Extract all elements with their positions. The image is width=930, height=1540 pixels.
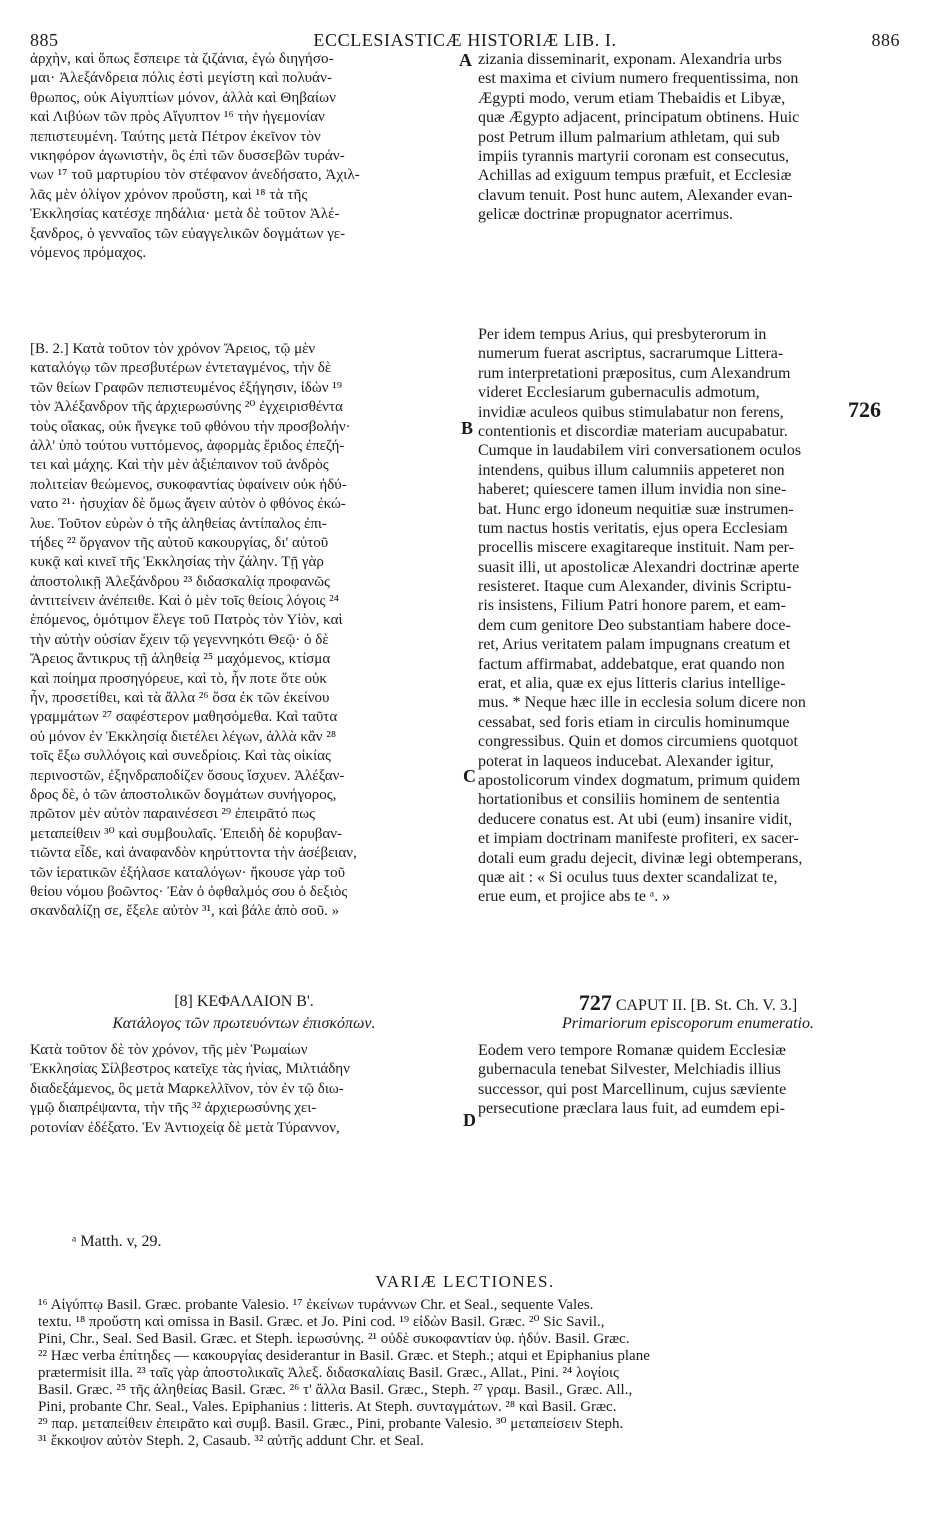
margin-letter-d: D: [463, 1110, 476, 1130]
latin-text-line: ris insistens, Filium Patri honore parem, et eam-: [478, 597, 786, 615]
latin-text-line: et impiam doctrinam manifeste profiteri, ex sacer-: [478, 830, 799, 848]
latin-text-line: contentionis et discordiæ materiam aucupabatur.: [478, 422, 788, 440]
latin-text-line: suasit illi, ut apostolicæ Alexandri doctrinæ aperte: [478, 558, 800, 576]
variant-note-line: Basil. Græc. ²⁵ τῆς ἀληθείας Basil. Græc. ²⁶ τ' ἄλλα Basil. Græc., Steph. ²⁷ γραμ. Basil., Græc. All.,: [38, 1382, 633, 1398]
page-number-right: 886: [871, 30, 900, 50]
running-title: ECCLESIASTICÆ HISTORIÆ LIB. I.: [313, 30, 617, 50]
latin-text-line: procellis miscere exagitareque instituit. Nam per-: [478, 539, 795, 557]
greek-text-line: περινοστῶν, ἐξηνδραποδίζεν ὅσους ἴσχυεν. Ἀλέξαν-: [30, 767, 345, 784]
latin-text-line: gubernacula tenebat Silvester, Melchiadis illius: [478, 1061, 781, 1079]
latin-text-line: mus. * Neque hæc ille in ecclesia solum dicere non: [478, 694, 806, 712]
latin-text-line: poterat in laqueos inducebat. Alexander igitur,: [478, 752, 774, 770]
greek-text-line: ροτονίαν ἐδέξατο. Ἐν Ἀντιοχείᾳ δὲ μετὰ Τύραννον,: [30, 1119, 340, 1136]
latin-text-line: hortationibus et consiliis hominem de sententia: [478, 791, 780, 809]
latin-chapter-title: Primariorum episcoporum enumeratio.: [562, 1015, 814, 1032]
variant-note-line: prætermisit illa. ²³ ταῖς γὰρ ἀποστολικαῖς Ἀλεξ. διδασκαλίαις Basil. Græc., Allat., Pini. ²⁴ λογίοις: [38, 1365, 619, 1381]
latin-column-section-3: [478, 1041, 898, 1119]
greek-text-line: καὶ ποίημα προσηγόρευε, καὶ τὸ, ἦν ποτε ὅτε οὐκ: [30, 670, 327, 687]
latin-text-line: est maxima et civium numero frequentissima, non: [478, 70, 799, 88]
greek-text-line: οὐ μόνον ἐν Ἐκκλησίᾳ διετέλει λέγων, ἀλλὰ κἂν ²⁸: [30, 728, 337, 745]
latin-text-line: videret Ecclesiarum gubernaculis admotum,: [478, 384, 760, 402]
latin-text-line: post Petrum illum palmarium athletam, qui sub: [478, 128, 780, 146]
variae-lectiones-notes: [38, 1297, 900, 1450]
greek-text-line: καταλόγῳ τῶν πρεσβυτέρων ἐντεταγμένος, τὴν δὲ: [30, 360, 332, 377]
greek-text-line: πολιτείαν θεώμενος, συκοφαντίας ὑφαίνειν οὐκ ἠδύ-: [30, 476, 347, 493]
greek-text-line: δρος δὲ, ὁ τῶν ἀποστολικῶν δογμάτων συνήγορος,: [30, 786, 337, 803]
latin-text-line: Per idem tempus Arius, qui presbyterorum in: [478, 326, 767, 343]
latin-text-line: rum interpretationi præpositus, cum Alexandrum: [478, 364, 791, 382]
greek-text-line: Ἄρειος ἄντικρυς τῇ ἀληθείᾳ ²⁵ μαχόμενος, κτίσμα: [30, 651, 331, 668]
greek-text-line: τὴν αὐτὴν οὐσίαν ἔχειν τῷ γεγεννηκότι Θεῷ· ὁ δὲ: [30, 631, 329, 648]
latin-text-line: quæ Ægypto adjacent, principatum obtinens. Huic: [478, 109, 800, 127]
greek-text-line: σκανδαλίζῃ σε, ἔξελε αὐτὸν ³¹, καὶ βάλε ἀπὸ σοῦ. »: [30, 903, 340, 920]
latin-text-line: dem cum genitore Deo substantiam habere doce-: [478, 616, 791, 634]
greek-text-line: ἀντιτείνειν ἀνέπειθε. Καὶ ὁ μὲν τοῖς θείοις λόγοις ²⁴: [30, 593, 339, 610]
latin-text-line: successor, qui post Marcellinum, cujus sæviente: [478, 1080, 787, 1098]
latin-text-line: invidiæ aculeos quibus stimulabatur non ferens,: [478, 403, 784, 421]
margin-letter-a: A: [459, 50, 472, 70]
greek-text-line: ἑπόμενος, ὁμότιμον ἔλεγε τοῦ Πατρὸς τὸν Υἱὸν, καὶ: [30, 612, 343, 629]
greek-text-line: νων ¹⁷ τοῦ μαρτυρίου τὸν στέφανον ἀνεδήσατο, Ἀχιλ-: [30, 167, 360, 184]
greek-text-line: νικηφόρον ἀγωνιστὴν, ὃς ἐπὶ τῶν δυσσεβῶν τυράν-: [30, 147, 345, 164]
latin-text-line: numerum fuerat ascriptus, sacrarumque Littera-: [478, 345, 784, 363]
latin-text-line: persecutione præclara laus fuit, ad eumdem epi-: [478, 1100, 785, 1118]
greek-text-line: Κατὰ τοῦτον δὲ τὸν χρόνον, τῆς μὲν Ῥωμαίων: [30, 1042, 308, 1058]
greek-text-line: μαι· Ἀλεξάνδρεια πόλις ἐστὶ μεγίστη καὶ πολυάν-: [30, 70, 333, 87]
greek-text-line: τήδες ²² ὄργανον τῆς αὐτοῦ κακουργίας, δι' αὐτοῦ: [30, 534, 329, 551]
greek-text-line: γραμμάτων ²⁷ σαφέστερον μαθησόμεθα. Καὶ ταῦτα: [30, 709, 338, 726]
greek-text-line: κυκᾷ καὶ κινεῖ τῆς Ἐκκλησίας τὴν ζάλην. Τῇ γὰρ: [30, 554, 324, 571]
latin-text-line: erue eum, et projice abs te ᵃ. »: [478, 888, 671, 906]
greek-text-line: μεταπείθειν ³⁰ καὶ συμβουλαῖς. Ἐπειδὴ δὲ κορυβαν-: [30, 825, 343, 842]
greek-text-line: ἦν, προσετίθει, καὶ τὰ ἄλλα ²⁶ ὅσα ἐκ τῶν ἐκείνου: [30, 690, 330, 707]
greek-text-line: ξανδρος, ὁ γενναῖος τῶν εὐαγγελικῶν δογμάτων γε-: [30, 225, 346, 242]
greek-text-line: γμῷ διαπρέψαντα, τὴν τῆς ³² ἀρχιερωσύνης χει-: [30, 1100, 317, 1117]
margin-letter-b: B: [461, 418, 474, 438]
greek-column-section-1: [30, 50, 458, 263]
variae-lectiones-heading: VARIÆ LECTIONES.: [375, 1272, 555, 1291]
greek-text-line: τοὺς οἴακας, οὐκ ἤνεγκε τοῦ φθόνου τὴν προσβολήν·: [30, 418, 351, 435]
variant-note-line: Pini, probante Chr. Seal., Vales. Epiphanius : litteris. At Steph. συνταγμάτων. ²⁸ καὶ Basil. Græc.: [38, 1399, 617, 1415]
greek-chapter-title: Κατάλογος τῶν πρωτευόντων ἐπισκόπων.: [112, 1015, 376, 1032]
latin-text-line: Cumque in laudabilem viri conversationem oculos: [478, 442, 802, 460]
greek-text-line: λᾶς μὲν ὀλίγον χρόνον προὔστη, καὶ ¹⁸ τὰ τῆς: [30, 186, 308, 203]
greek-text-line: ἀποστολικῇ Ἀλεξάνδρου ²³ διδασκαλίᾳ προφανῶς: [30, 573, 330, 590]
latin-text-line: deducere conatus est. At ubi (eum) insanire vidit,: [478, 810, 793, 828]
latin-text-line: zizania disseminarit, exponam. Alexandria urbs: [478, 51, 782, 68]
variant-note-line: ²⁹ παρ. μεταπείθειν ἐπειρᾶτο καὶ συμβ. Basil. Græc., Pini, probante Valesio. ³⁰ μεταπείσειν Steph.: [38, 1416, 624, 1432]
latin-column-section-2: [478, 325, 898, 907]
greek-text-line: πρῶτον μὲν αὐτὸν παραινέσεσι ²⁹ ἐπειρᾶτό πως: [30, 806, 316, 823]
latin-text-line: resisteret. Itaque cum Alexander, divinis Scriptu-: [478, 578, 792, 596]
greek-column-section-3: [30, 1041, 458, 1138]
footnote: ᵃ Matth. v, 29.: [72, 1233, 162, 1250]
latin-text-line: congressibus. Quin et domos circumiens quotquot: [478, 733, 798, 751]
greek-text-line: καὶ Λιβύων τῶν πρὸς Αἴγυπτον ¹⁶ τὴν ἡγεμονίαν: [30, 109, 325, 126]
greek-text-line: Ἐκκλησίας Σίλβεστρος κατεῖχε τὰς ἡνίας, Μιλτιάδην: [30, 1061, 350, 1078]
variant-note-line: ³¹ ἔκκοψον αὐτὸν Steph. 2, Casaub. ³² αὐτῆς addunt Chr. et Seal.: [38, 1433, 424, 1449]
greek-text-line: τιῶντα εἶδε, καὶ ἀναφανδὸν κηρύττοντα τὴν ἀσέβειαν,: [30, 845, 357, 862]
latin-column-section-1: [478, 50, 898, 225]
greek-text-line: Ἐκκλησίας κατέσχε πηδάλια· μετὰ δὲ τοῦτον Ἀλέ-: [30, 206, 340, 223]
latin-text-line: factum affirmabat, addebatque, erat quando non: [478, 655, 785, 673]
variant-note-line: Pini, Chr., Seal. Sed Basil. Græc. et Steph. ἱερωσύνης. ²¹ οὐδὲ συκοφαντίαν ὑφ. ἠδύν. Basil. Græc.: [38, 1331, 630, 1347]
greek-text-line: ἀρχὴν, καὶ ὅπως ἔσπειρε τὰ ζιζάνια, ἐγὼ διηγήσο-: [30, 51, 334, 67]
greek-text-line: τῶν θείων Γραφῶν πεπιστευμένος ἐξήγησιν, ἰδὼν ¹⁹: [30, 379, 343, 396]
page-number-left: 885: [30, 30, 59, 50]
greek-text-line: θείου νόμου βοῶντος· Ἐὰν ὁ ὀφθαλμός σου ὁ δεξιὸς: [30, 883, 348, 900]
variant-note-line: ²² Hæc verba ἐπίτηδες — κακουργίας desiderantur in Basil. Græc. et Steph.; atqui et Epiphanius plane: [38, 1348, 650, 1364]
latin-text-line: erat, et alia, quæ ex ejus litteris clarius intellige-: [478, 675, 786, 693]
greek-chapter-number: [8] ΚΕΦΑΛΑΙΟΝ Β'.: [174, 993, 314, 1010]
greek-text-line: ἀλλ' ὑπὸ τούτου νυττόμενος, ἀφορμὰς ἔριδος ἐπεζή-: [30, 437, 345, 454]
latin-text-line: ret, Arius veritatem palam impugnans creatum et: [478, 636, 791, 654]
latin-text-line: impiis tyrannis martyrii coronam est consecutus,: [478, 147, 790, 165]
latin-text-line: cessabat, sed foris etiam in circulis hominumque: [478, 713, 790, 731]
greek-text-line: [B. 2.] Κατὰ τοῦτον τὸν χρόνον Ἄρειος, τῷ μὲν: [30, 341, 316, 357]
variant-note-line: ¹⁶ Αἰγύπτῳ Basil. Græc. probante Valesio. ¹⁷ ἐκείνων τυράννων Chr. et Seal., sequente Vales.: [38, 1297, 594, 1313]
variant-note-line: textu. ¹⁸ προὔστη καὶ omissa in Basil. Græc. et Jo. Pini cod. ¹⁹ εἰδὼν Basil. Græc. ²⁰ Sic Savil.,: [38, 1314, 605, 1330]
latin-chapter-number: CAPUT II. [B. St. Ch. V. 3.]: [615, 997, 798, 1014]
latin-text-line: intendens, quibus illum calumniis appeteret non: [478, 461, 785, 479]
latin-text-line: Ægypti modo, verum etiam Thebaidis et Libyæ,: [478, 89, 786, 107]
greek-text-line: πεπιστευμένη. Ταύτης μετὰ Πέτρον ἐκεῖνον τὸν: [30, 128, 321, 145]
column-number-726: 726: [848, 397, 881, 422]
column-number-727: 727: [578, 990, 612, 1015]
latin-text-line: Eodem vero tempore Romanæ quidem Ecclesiæ: [478, 1042, 786, 1059]
latin-text-line: gelicæ doctrinæ propugnator acerrimus.: [478, 206, 734, 224]
greek-text-line: τει καὶ μάχης. Καὶ τὴν μὲν ἀξιέπαινον τοῦ ἀνδρὸς: [30, 457, 329, 474]
margin-letter-c: C: [463, 766, 476, 786]
latin-text-line: tum nactus hostis veritatis, ejus opera Ecclesiam: [478, 519, 788, 537]
greek-text-line: τῶν ἱερατικῶν ἐξήλασε καταλόγων· ἤκουσε γὰρ τοῦ: [30, 864, 346, 881]
latin-text-line: apostolicorum vindex dogmatum, primum quidem: [478, 771, 801, 789]
greek-text-line: νατο ²¹· ἡσυχίαν δὲ ὅμως ἄγειν αὐτὸν ὁ φθόνος ἐκώ-: [30, 496, 346, 513]
latin-text-line: haberet; quiescere tamen illum invidia non sine-: [478, 481, 787, 499]
latin-text-line: quæ ait : « Si oculus tuus dexter scandalizat te,: [478, 868, 778, 886]
latin-text-line: Achillas ad exiguum tempus præfuit, et Ecclesiæ: [478, 167, 792, 185]
latin-text-line: dotali eum gradu dejecit, divinæ legi obtemperans,: [478, 849, 803, 867]
greek-text-line: τὸν Ἀλέξανδρον τῆς ἀρχιερωσύνης ²⁰ ἐγχειρισθέντα: [30, 399, 343, 416]
latin-text-line: bat. Hunc ergo idoneum nequitiæ suæ instrumen-: [478, 500, 794, 518]
greek-text-line: νόμενος πρόμαχος.: [30, 244, 147, 261]
greek-text-line: τοῖς ἔξω συλλόγοις καὶ συνεδρίοις. Καὶ τὰς οἰκίας: [30, 748, 331, 765]
greek-column-section-2: [30, 340, 458, 922]
greek-text-line: διαδεξάμενος, ὃς μετὰ Μαρκελλῖνον, τὸν ἐν τῷ διω-: [30, 1080, 344, 1097]
greek-text-line: θρωπος, οὐκ Αἰγυπτίων μόνον, ἀλλὰ καὶ Θηβαίων: [30, 89, 336, 106]
latin-chapter-heading: [478, 990, 898, 1016]
latin-text-line: clavum tenuit. Post hunc autem, Alexander evan-: [478, 186, 793, 204]
greek-text-line: λυε. Τοῦτον εὑρὼν ὁ τῆς ἀληθείας ἀντίπαλος ἐπι-: [30, 515, 327, 532]
